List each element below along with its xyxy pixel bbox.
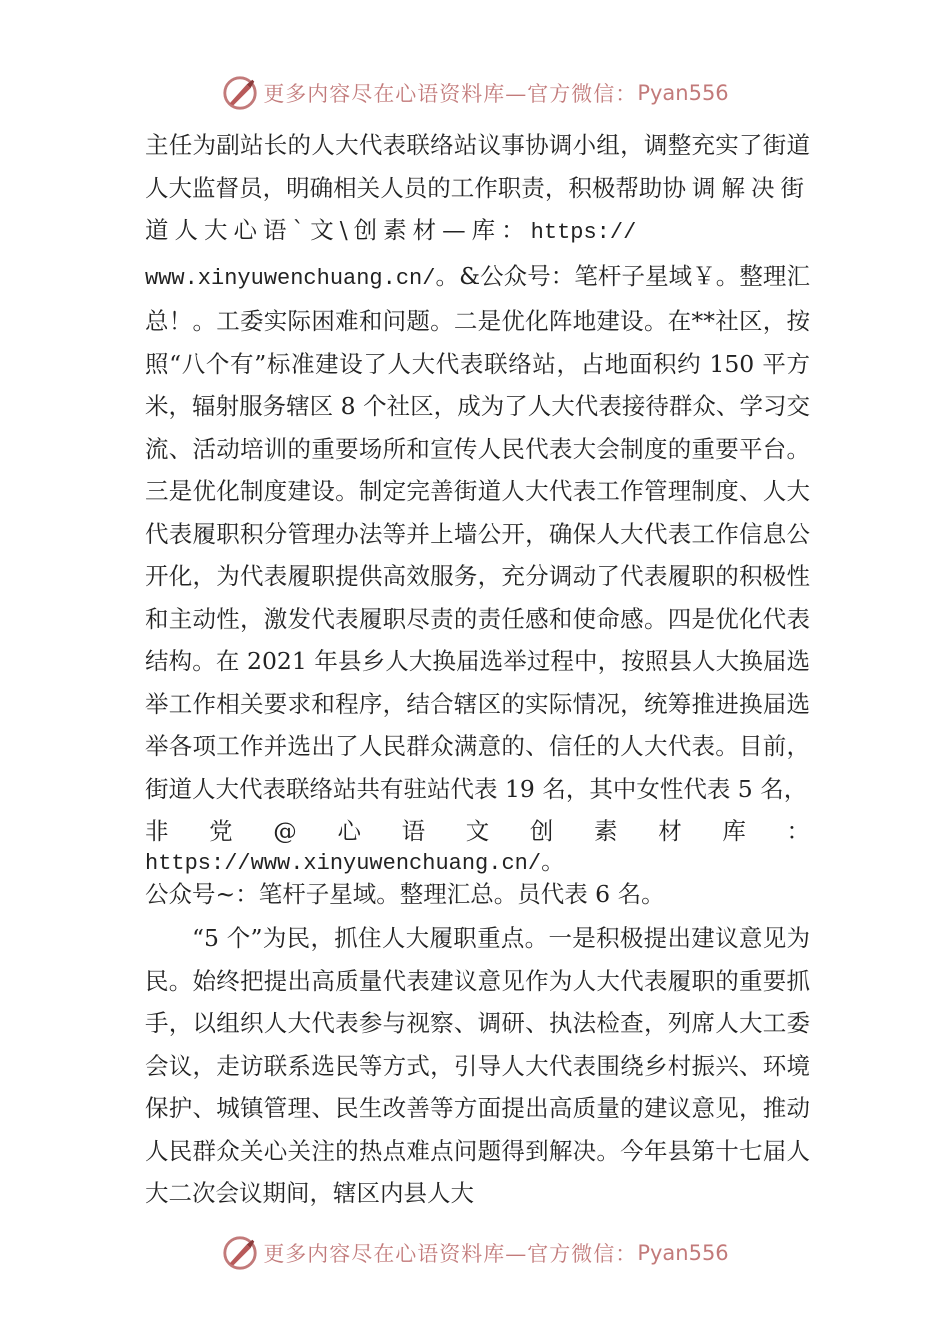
- banner-wechat-id: Pyan556: [637, 81, 729, 105]
- banner-text: 更多内容尽在心语资料库—官方微信：: [263, 82, 638, 106]
- url-text: www.xinyuwenchuang.cn/: [145, 265, 436, 291]
- text-line: 汇总！。工委实际困难和问题。二是优化阵地建设。在**社区，按照“八个有”标准建设了人大代表联络站，占地面积约 150 平方米，辐射服务辖区 8 个社区，成为了人大代表接待群众、学习交流、活动培训的重要场所和宣传人民代表大会制度的重要平台。三是优化制度建设。制定完善街道人大代表工作管理制度、人大代表履职积分管理办法等并上墙公开，确保人大代表工作信息公开化，为代表履职提供高效服务，充分调动了代表履职的积极性和主动性，激发代表履职尽责的责任感和使命感。四是优化代表结构。在 2021 年县乡人大换届选举过程中，按照县人大换届选举工作相关要求和程序，结合辖区的实际情况，统筹推进换届选举各项工作并选出了人民群众满意的、信任的人大代表。目前，街道人大代表联络站共有驻站代表 19 名，其中女性代表 5 名，: [145, 261, 810, 803]
- document-body: [145, 124, 810, 1215]
- url-text: https://: [530, 220, 637, 245]
- text-line: 公众号~：笔杆子星域。整理汇总。员代表 6 名。: [145, 880, 665, 908]
- text-line: 。: [541, 847, 565, 875]
- header-banner: [0, 68, 950, 118]
- banner-wechat-id: Pyan556: [637, 1241, 729, 1265]
- banner-text: 更多内容尽在心语资料库—官方微信：: [263, 1242, 638, 1266]
- text-line: 协调解决街道人大心语`文\创素材—库：: [145, 173, 811, 244]
- text-line: 了街道人大监督员，明确相关人员的工作职责，积极帮助: [145, 131, 811, 202]
- paragraph-1: [145, 124, 810, 810]
- text-line: 主任为副站长的人大代表联络站议事协调小组，调整充实: [145, 131, 739, 159]
- paragraph-1-tail: [145, 816, 810, 909]
- pen-nib-icon: [221, 74, 259, 112]
- text-line: 。&公众号：笔杆子星域￥。整理: [435, 261, 787, 290]
- footer-banner: [0, 1228, 950, 1278]
- pen-nib-icon: [221, 1234, 259, 1272]
- paragraph-2: “5 个”为民，抓住人大履职重点。一是积极提出建议意见为民。始终把提出高质量代表建议意见作为人大代表履职的重要抓手，以组织人大代表参与视察、调研、执法检查，列席人大工委会议，走访联系选民等方式，引导人大代表围绕乡村振兴、环境保护、城镇管理、民生改善等方面提出高质量的建议意见，推动人民群众关心关注的热点难点问题得到解决。今年县第十七届人大二次会议期间，辖区内县人大: [145, 924, 810, 1207]
- url-text: https://www.xinyuwenchuang.cn/: [145, 851, 542, 876]
- text-line: 非党@心语文创素材库：: [145, 817, 810, 845]
